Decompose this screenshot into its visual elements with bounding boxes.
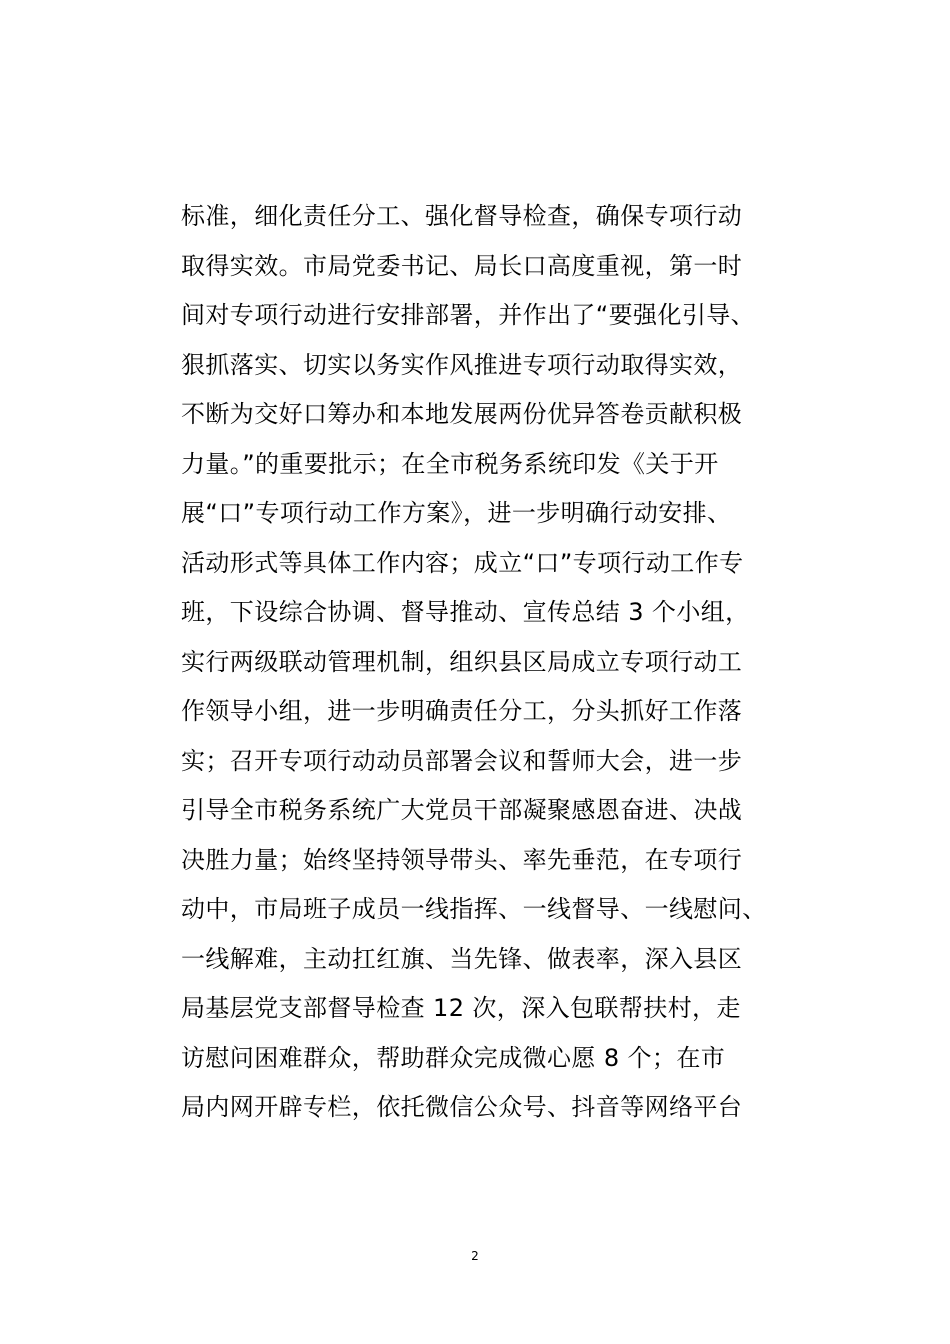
text-line-11: 作领导小组，进一步明确责任分工，分头抓好工作落	[181, 697, 743, 725]
text-line-16: 一线解难，主动扛红旗、当先锋、做表率，深入县区	[181, 944, 743, 973]
text-line-9: 班，下设综合协调、督导推动、宣传总结 3 个小组，	[181, 598, 750, 626]
text-line-3: 间对专项行动进行安排部署，并作出了“要强化引导、	[181, 301, 756, 329]
text-line-1: 标准，细化责任分工、强化督导检查，确保专项行动	[181, 202, 743, 230]
body-text	[181, 192, 821, 1133]
text-line-13: 引导全市税务系统广大党员干部凝聚感恩奋进、决战	[181, 796, 743, 824]
text-line-8: 活动形式等具体工作内容；成立“口”专项行动工作专	[181, 548, 744, 577]
text-line-15: 动中，市局班子成员一线指挥、一线督导、一线慰问、	[181, 895, 767, 923]
text-line-10: 实行两级联动管理机制，组织县区局成立专项行动工	[181, 647, 743, 676]
text-line-14: 决胜力量；始终坚持领导带头、率先垂范，在专项行	[181, 845, 743, 874]
text-line-5: 不断为交好口筹办和本地发展两份优异答卷贡献积极	[181, 400, 743, 428]
text-line-12: 实；召开专项行动动员部署会议和誓师大会，进一步	[181, 746, 743, 775]
text-line-18: 访慰问困难群众，帮助群众完成微心愿 8 个；在市	[181, 1043, 726, 1072]
text-line-4: 狠抓落实、切实以务实作风推进专项行动取得实效，	[181, 350, 743, 379]
text-line-2: 取得实效。市局党委书记、局长口高度重视，第一时	[181, 251, 743, 280]
text-line-17: 局基层党支部督导检查 12 次，深入包联帮扶村，走	[181, 994, 741, 1022]
text-line-19: 局内网开辟专栏，依托微信公众号、抖音等网络平台	[181, 1093, 743, 1121]
text-line-7: 展“口”专项行动工作方案》，进一步明确行动安排、	[181, 499, 732, 527]
text-line-6: 力量。”的重要批示；在全市税务系统印发《关于开	[181, 449, 719, 478]
page-number: 2	[471, 1249, 479, 1263]
